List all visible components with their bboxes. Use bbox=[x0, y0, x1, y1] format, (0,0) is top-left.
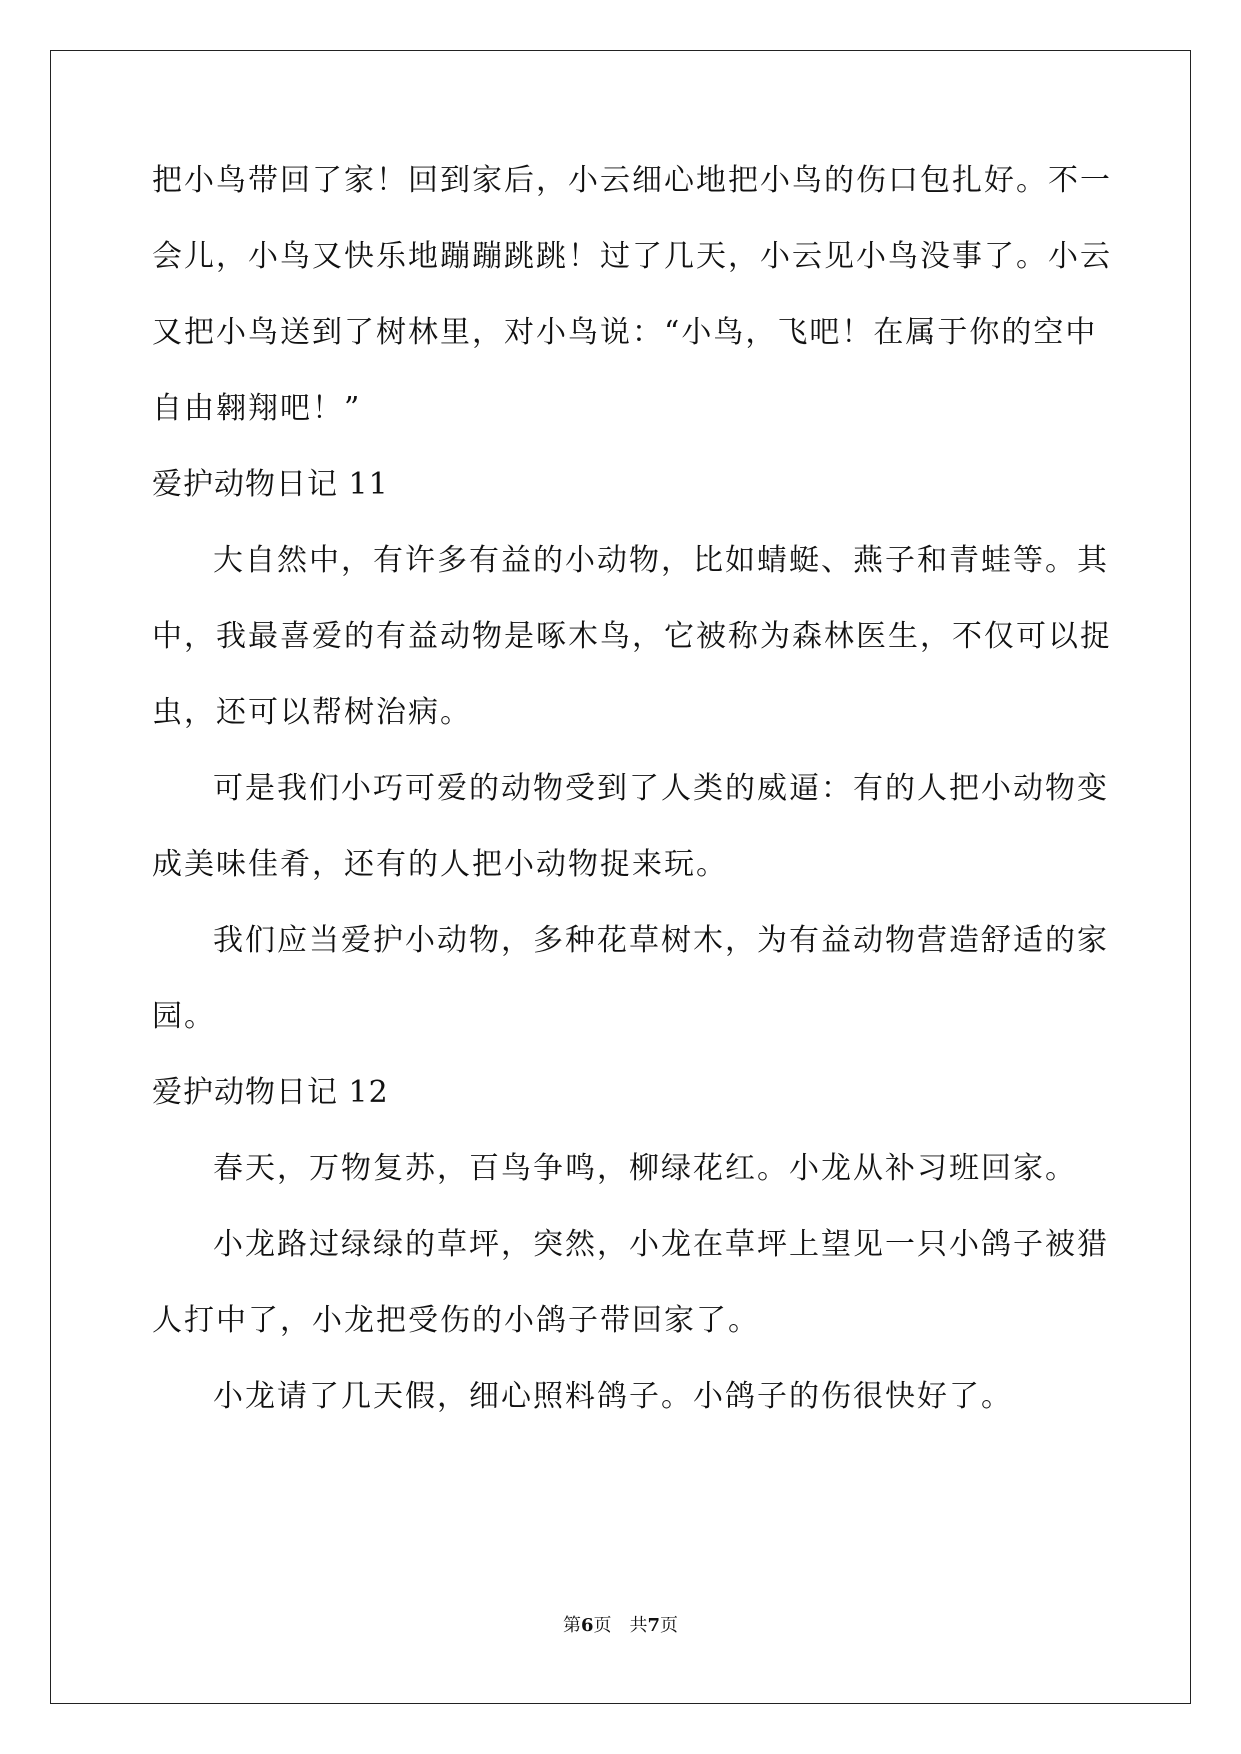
text-line: 又把小鸟送到了树林里，对小鸟说：“小鸟，飞吧！在属于你的空中 bbox=[152, 315, 1098, 350]
text-line: 人打中了，小龙把受伤的小鸽子带回家了。 bbox=[152, 1303, 760, 1338]
text-line: 小龙路过绿绿的草坪，突然，小龙在草坪上望见一只小鸽子被猎 bbox=[213, 1227, 1109, 1262]
text-line: 园。 bbox=[152, 999, 216, 1034]
section-heading-11: 爱护动物日记 11 bbox=[152, 467, 389, 502]
footer-mid: 页 共 bbox=[593, 1615, 648, 1636]
text-line: 自由翱翔吧！” bbox=[152, 391, 362, 426]
text-line: 把小鸟带回了家！回到家后，小云细心地把小鸟的伤口包扎好。不一 bbox=[152, 163, 1112, 198]
text-line: 春天，万物复苏，百鸟争鸣，柳绿花红。小龙从补习班回家。 bbox=[213, 1151, 1077, 1186]
text-line: 小龙请了几天假，细心照料鸽子。小鸽子的伤很快好了。 bbox=[213, 1379, 1013, 1414]
footer-prefix: 第 bbox=[562, 1615, 581, 1636]
footer-suffix: 页 bbox=[660, 1615, 679, 1636]
page-footer bbox=[0, 1614, 1241, 1638]
footer-page-number: 6 bbox=[580, 1615, 594, 1636]
footer-total-pages: 7 bbox=[647, 1615, 661, 1636]
text-line: 大自然中，有许多有益的小动物，比如蜻蜓、燕子和青蛙等。其 bbox=[213, 543, 1109, 578]
text-line: 成美味佳肴，还有的人把小动物捉来玩。 bbox=[152, 847, 728, 882]
text-line: 我们应当爱护小动物，多种花草树木，为有益动物营造舒适的家 bbox=[213, 923, 1109, 958]
section-heading-12: 爱护动物日记 12 bbox=[152, 1075, 389, 1110]
text-line: 会儿，小鸟又快乐地蹦蹦跳跳！过了几天，小云见小鸟没事了。小云 bbox=[152, 239, 1112, 274]
text-line: 可是我们小巧可爱的动物受到了人类的威逼：有的人把小动物变 bbox=[213, 771, 1109, 806]
text-line: 虫，还可以帮树治病。 bbox=[152, 695, 472, 730]
text-line: 中，我最喜爱的有益动物是啄木鸟，它被称为森林医生，不仅可以捉 bbox=[152, 619, 1112, 654]
